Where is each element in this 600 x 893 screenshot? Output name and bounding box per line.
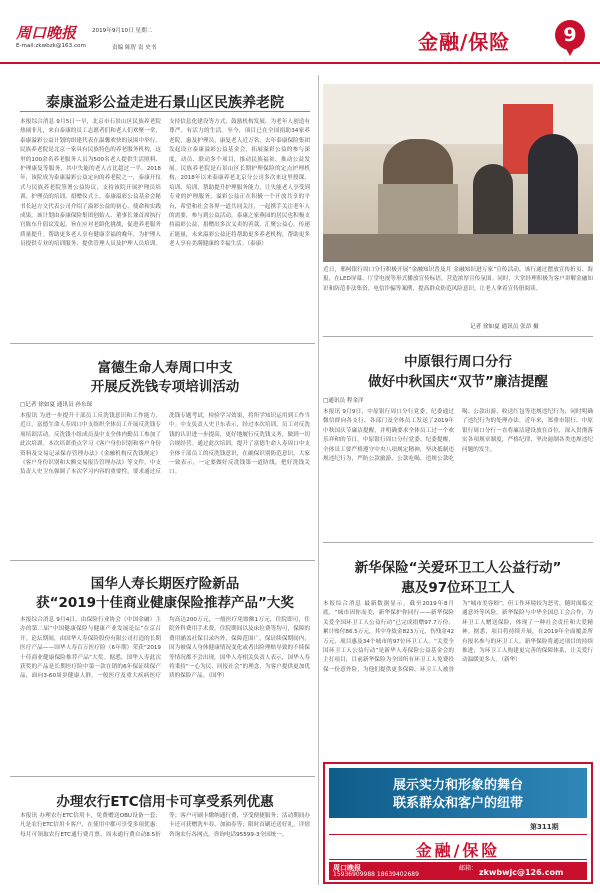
ad-issue-number: 第311期 — [530, 823, 559, 831]
ad-slogan-panel — [329, 768, 587, 818]
section-title: 金融/保险 — [418, 30, 511, 54]
ad-paper-name: 周口晚报 — [333, 864, 361, 872]
title-underline — [20, 111, 310, 112]
section-divider — [10, 776, 315, 777]
article-title-guohua-1: 国华人寿长期医疗险新品 — [90, 576, 240, 592]
photo-credit: 记者 徐如夏 通讯员 张昂 摄 — [470, 324, 539, 330]
ad-banner-text: 金融/保险 — [415, 841, 501, 860]
masthead-rule — [0, 62, 600, 64]
article-body-xinhua: 本报综合消息 最新数据显示，截至2019年8月底，“城市因你而美，新华保护你同行——新华保险关爱全国环卫工人公益行动”已完成捐赠97.7万份，累计赔付86.5万元，其中身故金823万元，伤残金42万元，项目惠及34个城市的97位环卫工人。“关爱全国环卫工人公益行动”是新华人寿保险公益基金会的主打项目，目前新华保险为全国所有环卫工人免费投保一份意外险，为他们提供更多保障。环卫工人被誉为“城市美容师”，但工作环境较为恶劣，随时面临交通意外等风险。新华保险与中华全国总工会合作，为环卫工人赠送保险，体现了一种社会责任和大爱精神。据悉，项目将持续开展，在2019年全面覆盖所有报名参与的环卫工人。新华保险将通过项目的持续推进，为环卫工人构建更完善的保障体系，让关爱行动温暖更多人。（新华） — [323, 601, 593, 673]
section-divider — [10, 560, 315, 561]
ad-slogan-line1: 展示实力和形象的舞台 — [392, 778, 523, 793]
ad-banner — [329, 834, 587, 860]
editors-line: 责编 陈智 责 史书 — [112, 45, 157, 51]
page-number-tail — [565, 47, 575, 56]
article-title-zhongyuan-2: 做好中秋国庆“双节”廉洁提醒 — [368, 374, 548, 390]
section-divider — [10, 343, 315, 344]
ad-email-label: 邮箱： — [459, 865, 478, 872]
column-divider — [318, 75, 319, 885]
news-photo — [323, 84, 593, 262]
article-title-xinhua-1: 新华保险“关爱环卫工人公益行动” — [354, 560, 562, 576]
page-number: 9 — [563, 24, 577, 46]
article-body-fude: 本报讯 为进一步提升干部员工反洗钱意识和工作能力，近日，富德生命人寿周口中支组织全体员工开展反洗钱专项培训活动。反洗钱小组成员及中支全体内勤员工参加了此次培训。本次培训重点学习《客户身份识别和客户身份资料及交易记录保存管理办法》《金融机构反洗钱规定》《客户身份识别和大额交易报告管理办法》等文件，中支负责人史卫东强调了本次学习内容的重要性，要求通过反洗钱专题考试，检验学习效果，将所学知识运用到工作当中。中支负责人史卫东表示，经过本次培训，员工对反洗钱的认识进一步提高，更好地履行反洗钱义务，做到一切合规经营。通过此次培训，提升了富德生命人寿周口中支全体干部员工的反洗钱意识，在确保识别防范意识，大家一致表示，一定要做好反洗钱第一道防线，把好洗钱关口。 — [20, 413, 310, 476]
article-byline-fude: □记者 徐如夏 通讯员 孙东琛 — [20, 402, 93, 408]
ad-phones: 15936909988 18639402689 — [333, 871, 419, 878]
article-title-fude-2: 开展反洗钱专项培训活动 — [90, 379, 240, 395]
masthead — [0, 0, 600, 78]
email-line: E-mail:zkwbzk@163.com — [16, 43, 86, 49]
ad-box — [323, 762, 593, 884]
section-divider — [323, 542, 593, 543]
article-body-taikang: 本报综合消息 9月5日一早，北京市石景山区民族养老院热闹非凡，来自泰康的员工志愿者们和老人们欢聚一堂，泰康溢彩公益计划的组建代表在温馨欢快的氛围中举行。民族养老院是北京一家具有民族特色的养老服务机构，这里的100余名养老服务人员为500名老人提供生活照料、护理康复等服务，其中失能的老人占比超过一半。2018年，该院成为泰康溢彩公益定向的养老院之一，泰康开仪式与民族养老院签署公益协议，支持该院开展护理员培训、护理员的培训。捐赠仪式上，泰康溢彩公益基金会秘书长赵方文代表公司介绍了溢彩公益的初心、使命和实践成果。该计划由泰康保险集团创始人、董事长兼首席执行官陈东升倡议发起，旨在应对老龄化挑战，促进养老服务质量提升。帮助更多老人享有健康幸福的晚年，为护理人员提供专业的培训服务、提供管理人员及护理人员培训。支持信息化建设等方式，鼓励机构发展，为老年人创造有尊严、有活力的生活。至今，项目已在全国捐助34家养老院，惠及护理员、康复老人近万名。去年泰康保险集团发起设立泰康溢彩公益基金会，拓展溢彩公益的参与深度，动员、联动多个项目，推动民族福祉，推动公益发展。民族养老院是石景山区长期护理保险的定点护理机构，2018年以来泰康养老北京分公司多次来这里授课、培训、培训，帮助提升护理服务能力，让失能老人享受到专业的护理服务。溢彩公益正在积极一个开放共享的平台，希望和社会各界一道共同关注，一起携手关注老年人的需要，参与到公益活动。泰康之家燕园的居民也积极支持溢彩公益，捐赠出多次义卖的善款。汇聚公益心，传递正能量，未来溢彩公益还将帮助更多养老机构，帮助更多老人享有美满健康的幸福生活。（泰康） — [20, 119, 310, 248]
photo-caption: 近日，邢柯银行周口分行积极开展“金融知识普及月 金融知识进万家”宣传活动，该行通过摆放宣传折页、海报，在LED屏幕、厅堂电视等形式播放宣传标语，营造浓厚宣传氛围。同时，大堂经理积极为客户讲解金融知识和防范非法集资、电信诈骗等案例，提高群众防范风险意识。让老人拿着宣传册阅读。 — [323, 267, 593, 292]
article-title-abc-etc: 办理农行ETC信用卡可享受系列优惠 — [56, 794, 274, 810]
issue-date: 2019年9月10日 星期二 — [92, 28, 153, 34]
article-body-guohua: 本报综合消息 9月4日，由保险行业协会（中国金融）主办的第二届“中国健康保险与健康产业发展论坛”在京召开。论坛期间，由国华人寿保险股份有限公司打造的长期医疗产品——国华人寿百万医疗险（6年期）荣获“2019十佳商业健康保险推荐产品”大奖。据悉，国华人寿此次获奖的产品是长期医疗险中第一款在销的6年保证续保产品，面向3-60周岁健康人群，一般医疗及重大疾病医疗均高达200万元，一般医疗免赔额1万元，住院即可，住院外科费用手术费、住院期间以及床位费等均可，保障的费用涵盖社保目录内外，保障范围广，保证续保期间内，因为被保人身体健康情况变化或者出险理赔导致的不续保等情况都不会出现。国华人寿相关负责人表示，国华人寿将秉持“一心为民、回报社会”的理念，为客户提供更加优质的保险产品。（国华） — [20, 617, 310, 680]
article-byline-zhongyuan: □通讯员 程金洋 — [323, 398, 364, 404]
photo-counter — [323, 234, 593, 262]
article-title-zhongyuan-1: 中原银行周口分行 — [404, 354, 512, 370]
ad-contact-bar — [329, 862, 587, 880]
section-divider — [323, 336, 593, 337]
article-body-zhongyuan: 本报讯 9月9日，中原银行周口分行党委，纪委通过微信群向各支行、各部门及全体员工发送了2019年中秋国庆节廉洁提醒，并明确要求全体员工过一个欢乐祥和的节日。中原银行周口分行党委、纪委提醒，全体员工要严格遵守中央八项规定精神，坚决抵制违规违纪行为，严防公款旅游、公款吃喝、违规公款吃喝、公款出游、收送红包等违规违纪行为，同时明确了违纪行为的处理办法。近年来，郑重市银行、中原银行周口分行一直将廉洁建设放在首位，深入贯彻落实各项规章制度，严格纪律，坚决遏制各类违规违纪问题的发生。 — [323, 409, 593, 463]
ad-email: zkwbwjc@126.com — [479, 868, 564, 877]
article-title-taikang: 泰康溢彩公益走进石景山区民族养老院 — [46, 95, 284, 111]
ad-slogan-line2: 联系群众和客户的纽带 — [392, 796, 523, 811]
article-title-fude-1: 富德生命人寿周口中支 — [97, 360, 233, 376]
article-body-abc-etc: 本报讯 办理农行ETC信用卡，免费赠送OBU设备一套；凡是农行ETC信用卡客户，在使用中都可享受多项优惠：每月可领取农行ETC通行费月票、周末通行费自动8.5折等；客户可刷卡缴纳通行费，享受便捷服务；活动期间办卡还可获赠洗车券、加油券等；限时首刷还送好礼。详情咨询农行各网点，咨询电话95599-3全国统一。 — [20, 813, 310, 838]
page-number-badge — [555, 20, 585, 50]
article-title-xinhua-2: 惠及97位环卫工人 — [401, 580, 515, 596]
article-title-guohua-2: 获“2019十佳商业健康保险推荐产品”大奖 — [36, 595, 294, 611]
newspaper-logo: 周口晚报 — [16, 24, 77, 42]
